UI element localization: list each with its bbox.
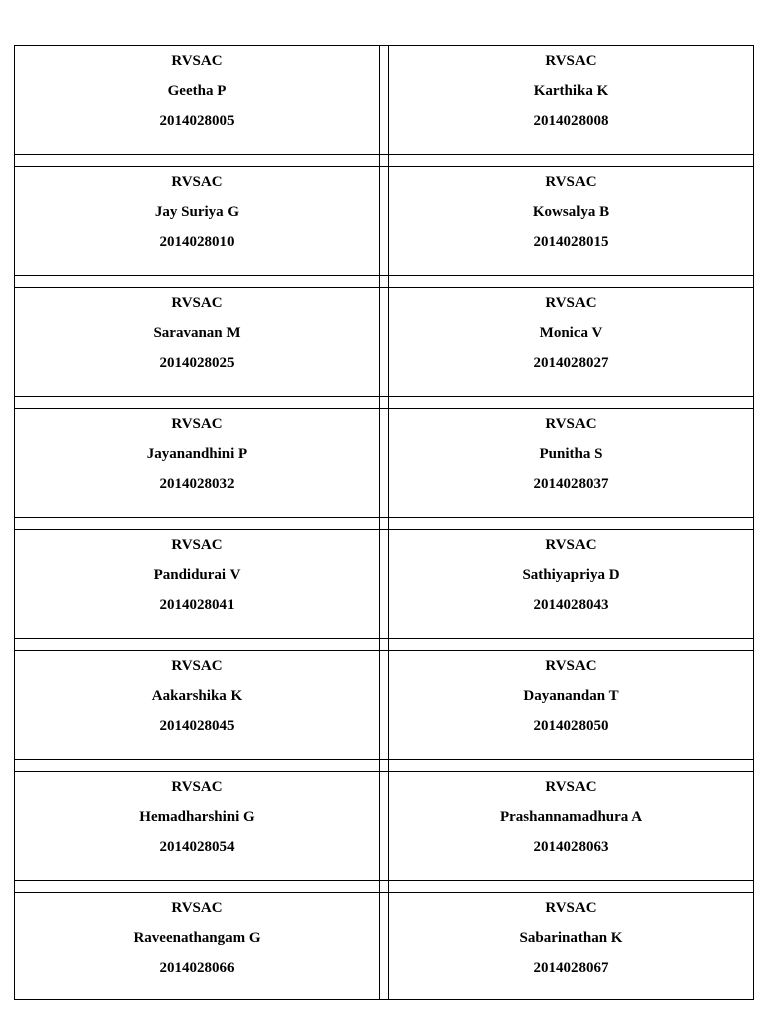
label-text	[389, 530, 753, 620]
label-org: RVSAC	[171, 658, 223, 674]
label-name: Sathiyapriya D	[522, 567, 620, 583]
label-name: Aakarshika K	[151, 688, 243, 704]
label-text	[15, 288, 379, 378]
spacer-row	[15, 518, 754, 530]
label-org: RVSAC	[171, 900, 223, 916]
label-text	[15, 530, 379, 620]
spacer-cell	[389, 639, 754, 651]
label-name: Saravanan M	[153, 325, 241, 341]
spacer-cell	[380, 760, 389, 772]
column-gap	[380, 651, 389, 760]
spacer-row	[15, 155, 754, 167]
label-id: 2014028010	[159, 234, 235, 250]
label-card	[15, 530, 380, 639]
column-gap	[380, 530, 389, 639]
label-org: RVSAC	[171, 416, 223, 432]
label-id: 2014028037	[533, 476, 609, 492]
label-name: Raveenathangam G	[133, 930, 261, 946]
spacer-cell	[15, 881, 380, 893]
label-id: 2014028043	[533, 597, 609, 613]
label-text	[15, 651, 379, 741]
label-sheet	[14, 45, 754, 1000]
label-id: 2014028066	[159, 960, 235, 976]
spacer-cell	[389, 397, 754, 409]
spacer-cell	[380, 397, 389, 409]
label-text	[389, 46, 753, 136]
label-row	[15, 530, 754, 639]
label-org: RVSAC	[545, 53, 597, 69]
spacer-cell	[389, 155, 754, 167]
column-gap	[380, 167, 389, 276]
label-name: Jayanandhini P	[146, 446, 248, 462]
spacer-cell	[380, 276, 389, 288]
label-card	[15, 893, 380, 1000]
label-org: RVSAC	[171, 174, 223, 190]
label-text	[389, 409, 753, 499]
label-org: RVSAC	[545, 174, 597, 190]
label-id: 2014028041	[159, 597, 235, 613]
label-card	[15, 167, 380, 276]
label-card	[389, 167, 754, 276]
spacer-cell	[15, 639, 380, 651]
label-row	[15, 772, 754, 881]
label-card	[389, 530, 754, 639]
spacer-cell	[15, 760, 380, 772]
label-row	[15, 651, 754, 760]
label-id: 2014028050	[533, 718, 609, 734]
label-text	[15, 409, 379, 499]
spacer-cell	[380, 518, 389, 530]
label-id: 2014028063	[533, 839, 609, 855]
label-row	[15, 409, 754, 518]
label-org: RVSAC	[171, 779, 223, 795]
spacer-cell	[15, 155, 380, 167]
column-gap	[380, 409, 389, 518]
label-name: Monica V	[539, 325, 603, 341]
label-name: Dayanandan T	[523, 688, 619, 704]
column-gap	[380, 893, 389, 1000]
label-id: 2014028045	[159, 718, 235, 734]
label-card	[15, 772, 380, 881]
label-id: 2014028067	[533, 960, 609, 976]
label-card	[15, 409, 380, 518]
label-card	[15, 651, 380, 760]
label-org: RVSAC	[545, 416, 597, 432]
label-name: Prashannamadhura A	[499, 809, 643, 825]
spacer-row	[15, 276, 754, 288]
label-id: 2014028032	[159, 476, 235, 492]
label-row	[15, 288, 754, 397]
label-card	[389, 651, 754, 760]
label-id: 2014028027	[533, 355, 609, 371]
label-id: 2014028054	[159, 839, 235, 855]
label-org: RVSAC	[171, 53, 223, 69]
label-sheet-body	[15, 46, 754, 1000]
label-name: Kowsalya B	[532, 204, 610, 220]
label-id: 2014028005	[159, 113, 235, 129]
label-text	[15, 893, 379, 983]
label-card	[15, 46, 380, 155]
label-name: Punitha S	[539, 446, 603, 462]
label-text	[389, 772, 753, 862]
label-text	[15, 772, 379, 862]
label-text	[389, 651, 753, 741]
spacer-cell	[389, 760, 754, 772]
label-name: Pandidurai V	[153, 567, 241, 583]
label-id: 2014028025	[159, 355, 235, 371]
spacer-cell	[389, 881, 754, 893]
spacer-row	[15, 397, 754, 409]
label-row	[15, 46, 754, 155]
spacer-row	[15, 881, 754, 893]
label-org: RVSAC	[545, 295, 597, 311]
label-card	[389, 46, 754, 155]
column-gap	[380, 46, 389, 155]
column-gap	[380, 772, 389, 881]
spacer-cell	[389, 518, 754, 530]
spacer-cell	[15, 518, 380, 530]
label-org: RVSAC	[545, 900, 597, 916]
label-text	[15, 167, 379, 257]
label-row	[15, 893, 754, 1000]
label-name: Sabarinathan K	[519, 930, 623, 946]
spacer-cell	[15, 276, 380, 288]
spacer-cell	[380, 639, 389, 651]
label-row	[15, 167, 754, 276]
label-org: RVSAC	[171, 537, 223, 553]
label-card	[389, 893, 754, 1000]
label-text	[389, 288, 753, 378]
spacer-cell	[15, 397, 380, 409]
label-card	[15, 288, 380, 397]
label-id: 2014028008	[533, 113, 609, 129]
spacer-row	[15, 760, 754, 772]
label-text	[389, 167, 753, 257]
spacer-cell	[380, 881, 389, 893]
label-org: RVSAC	[171, 295, 223, 311]
spacer-row	[15, 639, 754, 651]
column-gap	[380, 288, 389, 397]
label-text	[389, 893, 753, 983]
spacer-cell	[380, 155, 389, 167]
label-name: Karthika K	[533, 83, 609, 99]
label-org: RVSAC	[545, 779, 597, 795]
label-text	[15, 46, 379, 136]
label-card	[389, 772, 754, 881]
label-org: RVSAC	[545, 537, 597, 553]
label-card	[389, 409, 754, 518]
spacer-cell	[389, 276, 754, 288]
label-name: Jay Suriya G	[154, 204, 240, 220]
label-card	[389, 288, 754, 397]
label-id: 2014028015	[533, 234, 609, 250]
label-org: RVSAC	[545, 658, 597, 674]
label-name: Geetha P	[167, 83, 227, 99]
label-name: Hemadharshini G	[139, 809, 255, 825]
